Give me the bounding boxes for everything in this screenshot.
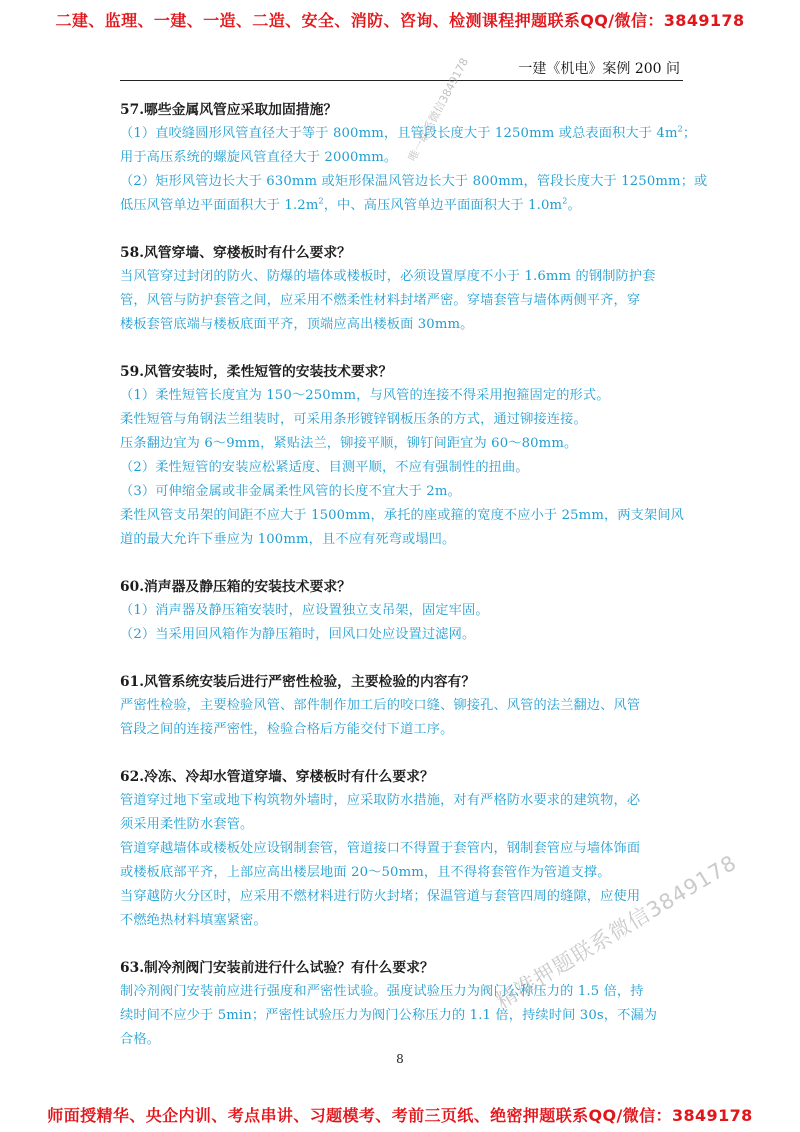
answer-line: 管，风管与防护套管之间，应采用不燃柔性材料封堵严密。穿墙套管与墙体两侧平齐，穿 [120,293,641,308]
qa-content [120,98,708,1075]
answer-line: 当风管穿过封闭的防火、防爆的墙体或楼板时，必须设置厚度不小于 1.6mm 的钢制防护套 [120,269,656,284]
answer-line: 管段之间的连接严密性，检验合格后方能交付下道工序。 [120,722,454,737]
answer-line: （2）当采用回风箱作为静压箱时，回风口处应设置过滤网。 [120,627,476,642]
top-banner: 二建、监理、一建、一造、二造、安全、消防、咨询、检测课程押题联系QQ/微信：3849178 [55,11,745,30]
question-58: 58.风管穿墙、穿楼板时有什么要求？ [120,245,351,261]
answer-line: （1）柔性短管长度宜为 150～250mm，与风管的连接不得采用抱箍固定的形式。 [120,388,610,403]
question-59: 59.风管安装时，柔性短管的安装技术要求？ [120,364,393,380]
qa-block-59 [120,360,685,552]
running-header-title: 一建《机电》案例 200 问 [518,61,680,77]
question-62: 62.冷冻、冷却水管道穿墙、穿楼板时有什么要求？ [120,769,434,785]
answer-line: 合格。 [120,1032,161,1047]
answer-line: 须采用柔性防水套管。 [120,817,254,832]
watermark-small: 唯一联系微信3849178 [405,55,472,164]
answer-line: 道的最大允许下垂应为 100mm，且不应有死弯或塌凹。 [120,532,456,547]
answer-line: （1）消声器及静压箱安装时，应设置独立支吊架，固定牢固。 [120,603,489,618]
qa-block-63 [120,956,682,1052]
bottom-banner: 师面授精华、央企内训、考点串讲、习题模考、考前三页纸、绝密押题联系QQ/微信：3849178 [47,1106,753,1125]
answer-line: （1）直咬缝圆形风管直径大于等于 800mm，且管段长度大于 1250mm 或总表面积大于 $4m^2$； [120,124,697,141]
qa-block-62 [120,765,682,933]
answer-line: 管道穿越墙体或楼板处应设钢制套管，管道接口不得置于套管内，钢制套管应与墙体饰面 [120,841,641,856]
answer-line: 楼板套管底端与楼板底面平齐，顶端应高出楼板面 30mm。 [120,317,474,332]
qa-block-60 [120,575,682,647]
answer-line: 用于高压系统的螺旋风管直径大于 2000mm。 [120,150,398,165]
answer-line: （2）矩形风管边长大于 630mm 或矩形保温风管边长大于 800mm，管段长度大于 1250mm；或 [120,174,708,189]
answer-line: 柔性短管与角钢法兰组装时，可采用条形镀锌钢板压条的方式，通过铆接连接。 [120,412,587,427]
answer-line: 压条翻边宜为 6～9mm，紧贴法兰，铆接平顺，铆钉间距宜为 60～80mm。 [120,436,578,451]
qa-block-57 [120,98,708,218]
qa-block-58 [120,241,682,337]
question-63: 63.制冷剂阀门安装前进行什么试验？有什么要求？ [120,960,434,976]
question-57: 57.哪些金属风管应采取加固措施？ [120,102,338,118]
answer-line: 或楼板底部平齐，上部应高出楼层地面 20～50mm，且不得将套管作为管道支撑。 [120,865,611,880]
watermark-large: 精准押题联系微信3849178 [491,850,742,1014]
answer-line: （3）可伸缩金属或非金属柔性风管的长度不宜大于 2m。 [120,484,461,499]
answer-line: 低压风管单边平面面积大于 $1.2m^2$，中、高压风管单边平面面积大于 $1.0m^2$。 [120,196,581,213]
answer-line: 续时间不应少于 5min；严密性试验压力为阀门公称压力的 1.1 倍，持续时间 30s，不漏为 [120,1008,658,1023]
question-61: 61.风管系统安装后进行严密性检验，主要检验的内容有？ [120,674,476,690]
answer-line: 制冷剂阀门安装前应进行强度和严密性试验。强度试验压力为阀门公称压力的 1.5 倍，持 [120,984,644,999]
answer-line: 管道穿过地下室或地下构筑物外墙时，应采取防水措施，对有严格防水要求的建筑物，必 [120,793,641,808]
answer-line: 当穿越防火分区时，应采用不燃材料进行防火封堵；保温管道与套管四周的缝隙，应使用 [120,889,641,904]
qa-block-61 [120,670,682,742]
question-60: 60.消声器及静压箱的安装技术要求？ [120,579,351,595]
answer-line: 严密性检验，主要检验风管、部件制作加工后的咬口缝、铆接孔、风管的法兰翻边、风管 [120,698,641,713]
answer-line: （2）柔性短管的安装应松紧适度、目测平顺，不应有强制性的扭曲。 [120,460,529,475]
header-rule [120,80,683,81]
answer-line: 不燃绝热材料填塞紧密。 [120,913,267,928]
page-number: 8 [396,1052,404,1066]
answer-line: 柔性风管支吊架的间距不应大于 1500mm，承托的座或箍的宽度不应小于 25mm，两支架间风 [120,508,685,523]
